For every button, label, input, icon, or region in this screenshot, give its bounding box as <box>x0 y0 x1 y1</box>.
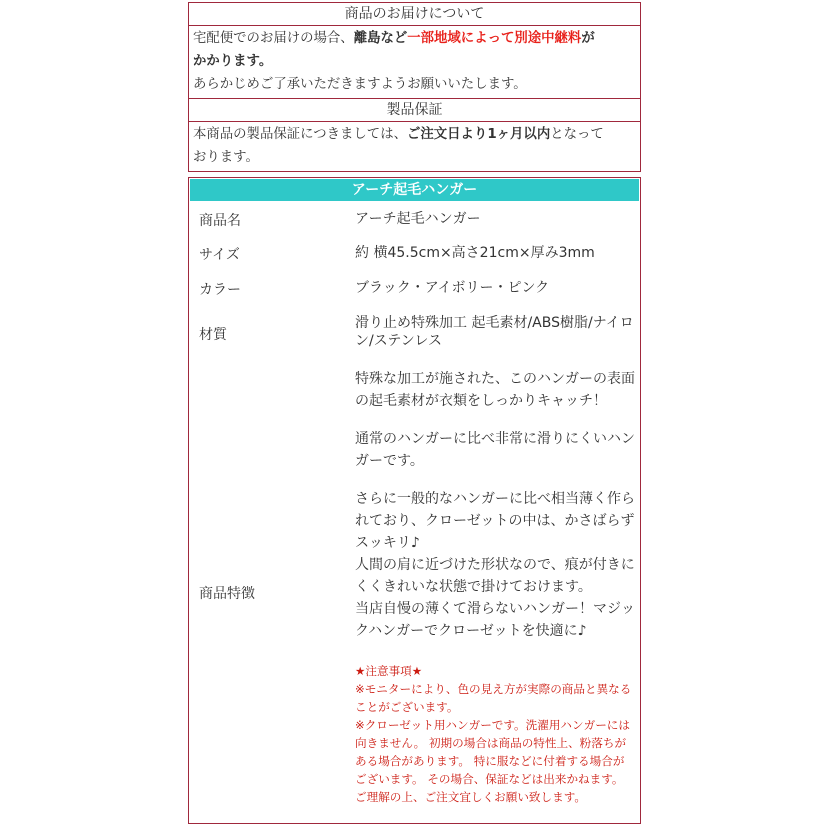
delivery-line-3: あらかじめご了承いただきますようお願いいたします。 <box>193 77 527 92</box>
feature-paragraph: 当店自慢の薄くて滑らないハンガー！マジックハンガーでクローゼットを快適に♪ <box>355 601 635 639</box>
spec-label-features: 商品特徴 <box>199 586 255 602</box>
spec-value-name: アーチ起毛ハンガー <box>355 211 481 227</box>
warranty-text-1a: 本商品の製品保証につきましては、 <box>193 127 407 142</box>
feature-paragraph: 特殊な加工が施された、このハンガーの表面の起毛素材が衣類をしっかりキャッチ！ <box>355 371 635 409</box>
delivery-text-1c: 一部地域によって別途中継料 <box>407 31 582 46</box>
spec-label-color: カラー <box>199 282 241 298</box>
warranty-header: 製品保証 <box>189 99 640 122</box>
warranty-line-2: おります。 <box>193 150 259 165</box>
spec-label-name: 商品名 <box>199 213 241 229</box>
caution-heading: ★注意事項★ <box>355 664 423 678</box>
spec-value-color: ブラック・アイボリー・ピンク <box>355 280 550 296</box>
spec-value-size: 約 横45.5cm×高さ21cm×厚み3mm <box>355 245 595 261</box>
warranty-text-1c: となって <box>550 127 604 142</box>
delivery-text <box>189 26 640 99</box>
caution-note: ※クローゼット用ハンガーです。洗濯用ハンガーには向きません。 初期の場合は商品の特性上、粉落ちがある場合があります。 特に服などに付着する場合がございます。 その場合、保証などは出来かねます。 ご理解の上、ご注文宜しくお願い致します。 <box>355 718 630 804</box>
caution-notes <box>355 662 635 806</box>
feature-paragraph: 人間の肩に近づけた形状なので、痕が付きにくくきれいな状態で掛けておけます。 <box>355 557 635 595</box>
delivery-info-box <box>188 2 641 172</box>
spec-value-material: 滑り止め特殊加工 起毛素材/ABS樹脂/ナイロン/ステンレス <box>355 315 634 349</box>
delivery-text-1d: が <box>581 31 595 46</box>
delivery-text-1b: 離島など <box>353 31 408 46</box>
warranty-text <box>189 122 640 171</box>
delivery-text-1a: 宅配便でのお届けの場合、 <box>193 31 354 46</box>
feature-paragraph: 通常のハンガーに比べ非常に滑りにくいハンガーです。 <box>355 431 635 469</box>
product-title: アーチ起毛ハンガー <box>190 179 639 201</box>
caution-note: ※モニターにより、色の見え方が実際の商品と異なることがございます。 <box>355 682 632 714</box>
warranty-line-1 <box>193 123 637 146</box>
delivery-header: 商品のお届けについて <box>189 3 640 26</box>
feature-paragraph: さらに一般的なハンガーに比べ相当薄く作られており、クローゼットの中は、かさばらずスッキリ♪ <box>355 491 635 551</box>
delivery-line-1 <box>193 27 637 50</box>
delivery-line-2: かかります。 <box>193 54 273 69</box>
spec-label-size: サイズ <box>199 247 240 263</box>
warranty-text-1b: ご注文日より1ヶ月以内 <box>406 127 551 142</box>
features-text <box>355 368 635 642</box>
spec-label-material: 材質 <box>199 327 227 343</box>
product-spec-box <box>188 177 641 824</box>
